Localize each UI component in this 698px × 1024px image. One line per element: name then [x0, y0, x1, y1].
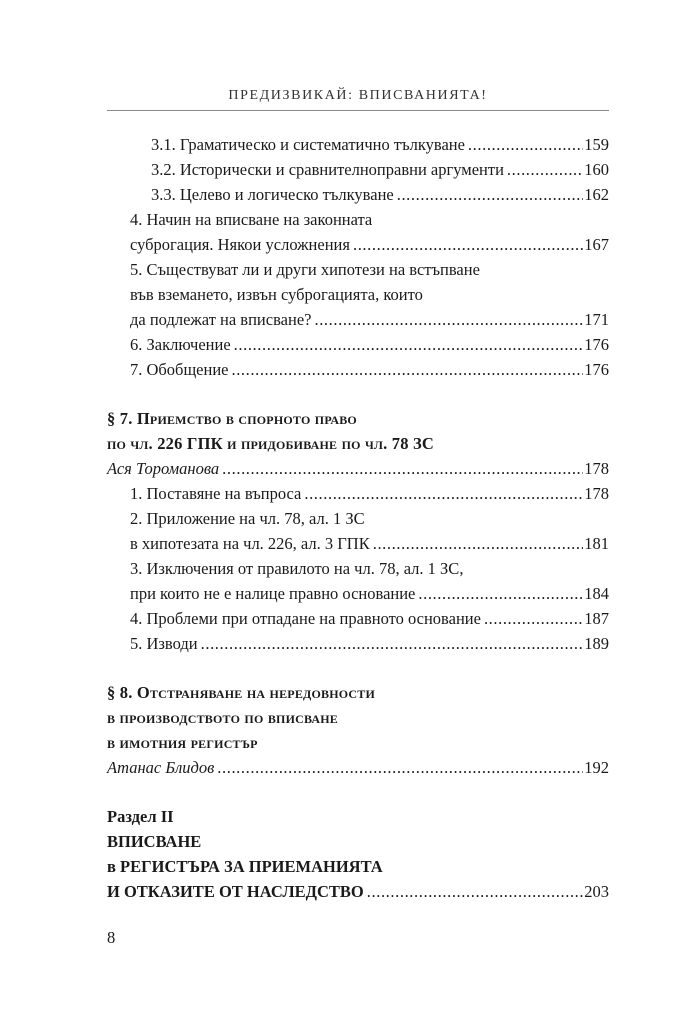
toc-entry-page: 192 — [584, 758, 609, 777]
toc-entry — [130, 481, 609, 507]
toc-entry — [130, 531, 609, 557]
toc-entry-title: 4. Проблеми при отпадане на правното основание — [130, 609, 481, 628]
dot-leader — [234, 332, 584, 358]
dot-leader — [507, 157, 583, 183]
toc-entry — [130, 232, 609, 258]
toc-entry-page: 162 — [584, 185, 609, 204]
toc-entry-title: 5. Изводи — [130, 634, 198, 653]
toc-entry — [130, 307, 609, 333]
dot-leader — [222, 456, 583, 482]
toc-entry-title: да подлежат на вписване? — [130, 310, 312, 329]
dot-leader — [418, 581, 583, 607]
toc-entry-line: 5. Съществуват ли и други хипотези на встъпване — [130, 260, 480, 279]
toc-entry-page: 176 — [584, 335, 609, 354]
toc-entry-page: 189 — [584, 634, 609, 653]
toc-entry-line: 2. Приложение на чл. 78, ал. 1 ЗС — [130, 509, 365, 528]
author-name: Атанас Блидов — [107, 758, 215, 777]
dot-leader — [484, 606, 583, 632]
toc-entry — [151, 132, 609, 158]
toc-entry-page: 203 — [584, 882, 609, 901]
toc-entry-line: 4. Начин на вписване на законната — [130, 210, 373, 229]
toc-entry — [130, 606, 609, 632]
toc-entry-page: 181 — [584, 534, 609, 553]
toc-entry-title: И ОТКАЗИТЕ ОТ НАСЛЕДСТВО — [107, 882, 364, 901]
dot-leader — [304, 481, 583, 507]
toc-entry-title: 7. Обобщение — [130, 360, 229, 379]
toc-entry-title: при които не е налице правно основание — [130, 584, 416, 603]
part-heading: ВПИСВАНЕ — [107, 832, 202, 851]
toc-entry — [130, 581, 609, 607]
toc-entry — [130, 631, 609, 657]
toc-entry-page: 178 — [584, 484, 609, 503]
toc-entry-title: 3.1. Граматическо и систематично тълкуване — [151, 135, 465, 154]
section-heading: § 7. Приемство в спорното право — [107, 409, 357, 428]
toc-entry-page: 171 — [584, 310, 609, 329]
section-heading: § 8. Отстраняване на нередовности — [107, 683, 376, 702]
toc-entry-title: 1. Поставяне на въпроса — [130, 484, 302, 503]
page-number: 8 — [107, 928, 116, 947]
section-heading: в имотния регистър — [107, 733, 258, 752]
toc-entry-title: суброгация. Някои усложнения — [130, 235, 350, 254]
toc-entry-page: 187 — [584, 609, 609, 628]
running-head: ПРЕДИЗВИКАЙ: ВПИСВАНИЯТА! — [228, 88, 488, 103]
toc-entry-title: 3.2. Исторически и сравнителноправни аргументи — [151, 160, 504, 179]
toc-entry-title: 3.3. Целево и логическо тълкуване — [151, 185, 394, 204]
toc-entry — [130, 357, 609, 383]
toc-entry-page: 178 — [584, 459, 609, 478]
toc-entry-page: 159 — [584, 135, 609, 154]
toc-entry-page: 176 — [584, 360, 609, 379]
dot-leader — [397, 182, 584, 208]
part-heading: Раздел II — [107, 807, 174, 826]
toc-entry — [107, 879, 609, 905]
toc-entry-page: 167 — [584, 235, 609, 254]
toc-entry-line: 3. Изключения от правилото на чл. 78, ал. 1 ЗС, — [130, 559, 464, 578]
author-name: Ася Тороманова — [107, 459, 220, 478]
toc-entry — [130, 332, 609, 358]
dot-leader — [373, 531, 584, 557]
dot-leader — [353, 232, 583, 258]
dot-leader — [468, 132, 583, 158]
toc-entry-page: 160 — [584, 160, 609, 179]
toc-author-entry — [107, 456, 609, 482]
dot-leader — [314, 307, 583, 333]
toc-entry-page: 184 — [584, 584, 609, 603]
section-heading: по чл. 226 ГПК и придобиване по чл. 78 ЗС — [107, 434, 435, 453]
part-heading: в РЕГИСТЪРА ЗА ПРИЕМАНИЯТА — [107, 857, 383, 876]
toc-author-entry — [107, 755, 609, 781]
toc-entry — [151, 182, 609, 208]
toc-entry-title: 6. Заключение — [130, 335, 231, 354]
section-heading: в производството по вписване — [107, 708, 339, 727]
header-rule — [107, 110, 609, 111]
dot-leader — [231, 357, 583, 383]
dot-leader — [217, 755, 583, 781]
toc-entry-title: в хипотезата на чл. 226, ал. 3 ГПК — [130, 534, 370, 553]
toc-entry — [151, 157, 609, 183]
dot-leader — [201, 631, 584, 657]
toc-entry-line: във вземането, извън суброгацията, които — [130, 285, 423, 304]
dot-leader — [367, 879, 583, 905]
